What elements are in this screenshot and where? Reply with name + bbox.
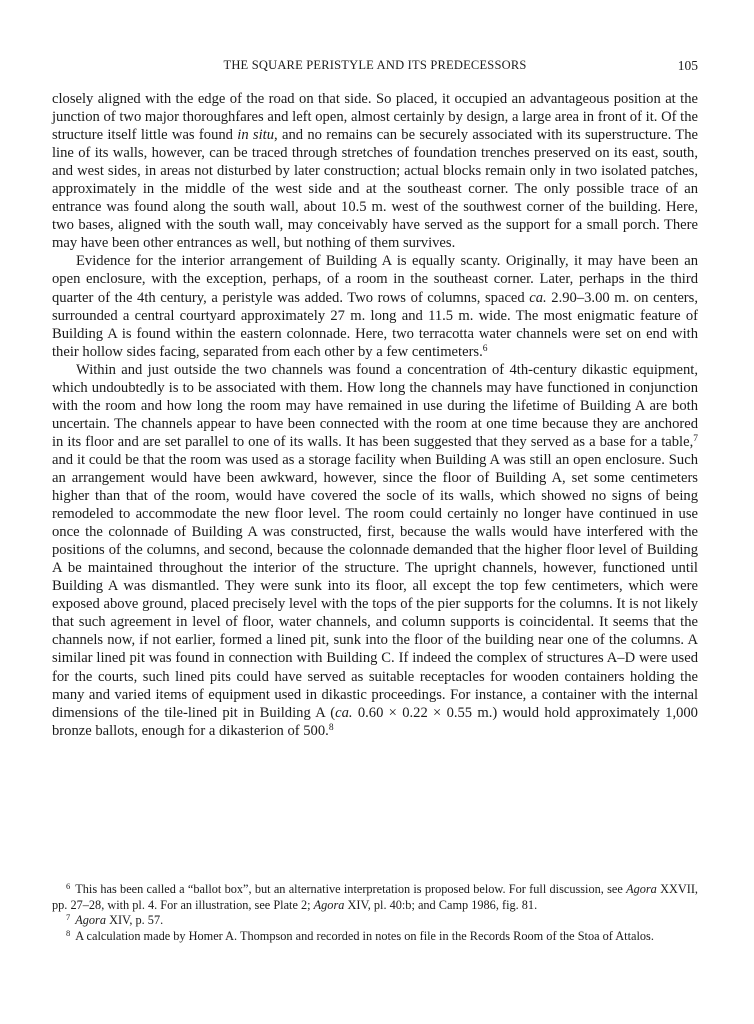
- footnote-6-italic-agora-b: Agora: [313, 897, 345, 912]
- body-text: [52, 90, 698, 740]
- footnote-6-mark: 6: [66, 881, 71, 891]
- paragraph-1-text-a: closely aligned with the edge of the road on that side. So placed, it occupied an advantageous position at the junction of two major thoroughfares and left open, almost certainly by design, a large area in front of it. Of the structure itself little was found: [52, 91, 698, 144]
- footnote-8-text: A calculation made by Homer A. Thompson and recorded in notes on file in the Records Room of the Stoa of Attalos.: [75, 928, 654, 943]
- page-header: [52, 58, 698, 78]
- paragraph-3: [52, 361, 698, 740]
- paragraph-1-text-b: , and no remains can be securely associated with its superstructure. The line of its walls, however, can be traced through stretches of foundation trenches preserved on its east, south, and west sides, in areas not disturbed by later construction; actual blocks remain only in two isolated patches, approximately in the middle of the west side and at the southeast corner. The only possible trace of an entrance was found along the south wall, about 10.5 m. west of the southwest corner of the building. Here, two bases, aligned with the south wall, may conceivably have served as the support for a small porch. There may have been other entrances as well, but nothing of them survives.: [52, 127, 698, 252]
- footnote-7-mark: 7: [66, 912, 71, 923]
- footnote-7-text: XIV, p. 57.: [106, 913, 164, 928]
- footnote-6-text-a: This has been called a “ballot box”, but an alternative interpretation is proposed below. For full discussion, see: [75, 882, 627, 896]
- footnote-7-italic-agora: Agora: [75, 913, 106, 928]
- paragraph-2-text-a: Evidence for the interior arrangement of Building A is equally scanty. Originally, it may have been an open enclosure, with the exception, perhaps, of a room in the southeast corner. Later, perhaps in the third quarter of the 4th century, a peristyle was added. Two rows of columns, spaced: [52, 253, 698, 306]
- footnote-ref-6[interactable]: 6: [482, 343, 488, 354]
- paragraph-2-text-b: 2.90–3.00 m. on centers, surrounded a central courtyard approximately 27 m. long and 11.5 m. wide. The most enigmatic feature of Building A is found within the eastern colonnade. Here, two terracotta water channels were set on end with their hollow sides facing, separated from each other by a few centimeters.: [52, 289, 698, 360]
- paragraph-1-italic-in-situ: in situ: [237, 127, 275, 144]
- paragraph-2-italic-ca: ca.: [529, 289, 547, 306]
- footnote-6-italic-agora-a: Agora: [626, 882, 657, 896]
- paragraph-3-text-b: and it could be that the room was used as a storage facility when Building A was still an open enclosure. Such an arrangement would have been awkward, however, since the floor of Building A, set some centimeters higher than that of the room, would have covered the socle of its walls, which showed no signs of being remodeled to accommodate the new floor level. The room could certainly no longer have continued in use once the colonnade of Building A was constructed, first, because the walls would have interfered with the positions of the columns, and second, because the colonnade demanded that the higher floor level of Building A be maintained throughout the interior of the structure. The upright channels, however, functioned until Building A was dismantled. They were sunk into its floor, all except the top few centimeters, which were exposed above ground, placed precisely level with the tops of the pier supports for the columns. It is not likely that such agreement in level of floor, water channels, and column supports is coincidental. It seems that the channels now, if not earlier, formed a lined pit, sunk into the floor of the building near one of the columns. A similar lined pit was found in connection with Building C. If indeed the complex of structures A–D were used for the courts, such lined pits could have served as suitable receptacles for wooden containers holding the many and varied items of equipment used in dikastic proceedings. For instance, a container with the internal dimensions of the tile-lined pit in Building A (: [52, 451, 698, 721]
- paragraph-1: [52, 90, 698, 252]
- footnote-8: [52, 929, 698, 945]
- footnote-ref-8[interactable]: 8: [328, 722, 334, 733]
- paragraph-2: [52, 252, 698, 360]
- paragraph-3-italic-ca: ca.: [335, 704, 353, 721]
- footnote-6-text-b: XXVII, pp. 27–28, with pl. 4. For an illustration, see Plate 2;: [52, 882, 698, 912]
- paragraph-3-text-c: 0.60 × 0.22 × 0.55 m.) would hold approximately 1,000 bronze ballots, enough for a dikasterion of 500.: [52, 704, 698, 739]
- footnote-ref-7[interactable]: 7: [693, 433, 698, 444]
- running-head: THE SQUARE PERISTYLE AND ITS PREDECESSORS: [223, 58, 527, 72]
- footnotes: [52, 882, 698, 944]
- page-number: 105: [677, 58, 698, 73]
- footnote-6-text-c: XIV, pl. 40:b; and Camp 1986, fig. 81.: [344, 897, 538, 912]
- paragraph-3-text-a: Within and just outside the two channels was found a concentration of 4th-century dikastic equipment, which undoubtedly is to be associated with them. How long the channels may have functioned in conjunction with the room and how long the room may have remained in use during the lifetime of Building A are both uncertain. The channels appear to have been connected with the room at one time because they are anchored in its floor and are set parallel to one of its walls. It has been suggested that they served as a base for a table,: [52, 361, 698, 450]
- footnote-6: [52, 882, 698, 913]
- footnote-7: [52, 913, 698, 929]
- footnote-8-mark: 8: [66, 927, 71, 938]
